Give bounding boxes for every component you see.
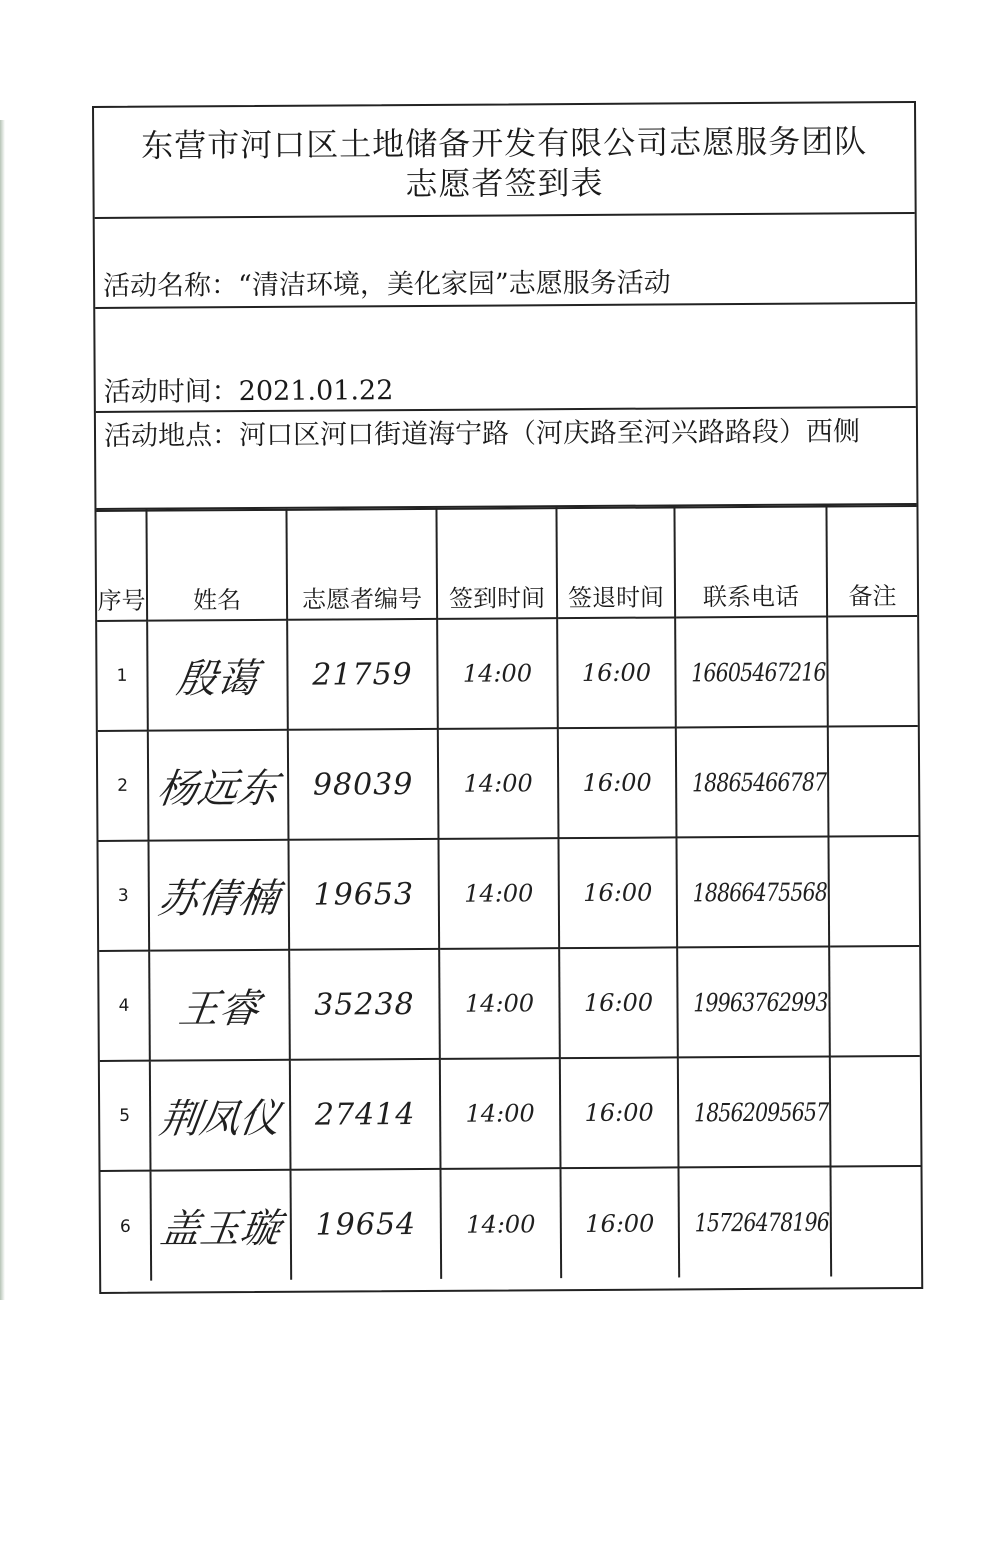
sign-in-sheet [92,101,923,1294]
note-cell [829,946,920,1057]
handwritten-phone: 16605467216 [691,657,826,687]
handwritten-checkin: 14:00 [466,1209,536,1239]
note-cell [830,1166,921,1277]
table-row [101,1166,922,1281]
row-seq: 2 [98,731,149,841]
header-note: 备注 [826,506,917,617]
id-cell [287,619,438,730]
checkout-cell [560,1057,679,1168]
checkin-cell [440,1058,561,1169]
document-subtitle: 志愿者签到表 [405,163,604,204]
volunteer-table [96,505,921,1281]
table-row [98,726,919,841]
id-cell [288,839,439,950]
handwritten-checkin: 14:00 [464,879,534,908]
checkin-cell [439,948,560,1059]
activity-place-row [96,408,917,510]
table-header-row [96,506,917,621]
id-cell [288,729,439,840]
handwritten-checkout: 16:00 [581,658,652,688]
handwritten-id: 98039 [312,766,414,803]
checkin-cell [437,618,558,729]
checkin-cell [440,1168,561,1279]
handwritten-checkout: 16:00 [582,768,652,798]
phone-cell [676,727,829,838]
checkout-cell [557,617,676,728]
handwritten-checkout: 16:00 [585,1209,655,1238]
row-seq: 6 [101,1171,152,1281]
phone-cell [678,1167,831,1278]
phone-cell [678,1057,831,1168]
handwritten-id: 35238 [314,986,415,1023]
handwritten-checkin: 14:00 [464,989,535,1018]
handwritten-checkout: 16:00 [584,1098,654,1128]
handwritten-phone: 19963762993 [693,987,828,1017]
handwritten-checkout: 16:00 [583,988,654,1018]
note-cell [827,616,918,727]
handwritten-checkin: 14:00 [465,1099,535,1128]
title-block [94,103,915,219]
table-row [99,946,920,1061]
handwritten-checkout: 16:00 [583,878,653,908]
activity-name: 活动名称：“清洁环境，美化家园”志愿服务活动 [103,267,671,302]
name-cell [150,1060,291,1171]
note-cell [828,726,919,837]
note-cell [828,836,919,947]
id-cell [289,949,440,1060]
handwritten-phone: 18866475568 [692,877,828,907]
table-row [97,616,918,731]
table-row [98,836,919,951]
checkout-cell [558,727,677,838]
handwritten-checkin: 14:00 [462,659,533,688]
activity-name-row [95,214,916,309]
row-seq: 4 [99,951,150,1061]
handwritten-id: 21759 [312,656,413,693]
row-seq: 3 [98,841,149,951]
id-cell [290,1059,441,1170]
handwritten-checkin: 14:00 [463,769,533,798]
activity-time-row [95,304,916,413]
handwritten-id: 27414 [314,1096,416,1133]
name-cell [147,620,288,731]
phone-cell [677,947,830,1058]
row-seq: 1 [97,621,148,731]
blank-page-area [0,1300,1000,1545]
handwritten-name: 杨远东 [154,765,281,813]
handwritten-name: 苏倩楠 [155,875,282,923]
header-name: 姓名 [146,510,287,621]
handwritten-name: 盖玉璇 [157,1205,284,1253]
header-checkin-time: 签到时间 [436,508,557,619]
handwritten-id: 19653 [313,876,415,913]
note-cell [830,1056,921,1167]
phone-cell [675,617,828,728]
header-seq: 序号 [96,511,147,621]
table-row [100,1056,921,1171]
checkin-cell [438,728,559,839]
checkout-cell [560,1167,679,1278]
header-checkout-time: 签退时间 [556,507,675,618]
handwritten-phone: 18562095657 [693,1097,829,1127]
checkout-cell [558,837,677,948]
document-title: 东营市河口区土地储备开发有限公司志愿服务团队 [141,122,868,165]
checkin-cell [438,838,559,949]
name-cell [148,840,289,951]
handwritten-name: 王睿 [175,985,263,1033]
id-cell [291,1169,442,1280]
name-cell [149,950,290,1061]
activity-time: 活动时间：2021.01.22 [103,375,394,408]
handwritten-phone: 18865466787 [691,767,827,797]
name-cell [151,1170,292,1281]
activity-place: 活动地点：河口区河口街道海宁路（河庆路至河兴路路段）西侧 [103,416,861,452]
header-phone: 联系电话 [674,507,827,618]
name-cell [148,730,289,841]
header-volunteer-id: 志愿者编号 [286,509,437,620]
handwritten-name: 荆凤仪 [156,1095,283,1143]
row-seq: 5 [100,1061,151,1171]
phone-cell [676,837,829,948]
checkout-cell [559,947,678,1058]
scan-edge-shadow [0,120,5,1420]
handwritten-name: 殷蔼 [173,655,261,703]
handwritten-phone: 15726478196 [694,1207,830,1238]
handwritten-id: 19654 [315,1207,417,1243]
